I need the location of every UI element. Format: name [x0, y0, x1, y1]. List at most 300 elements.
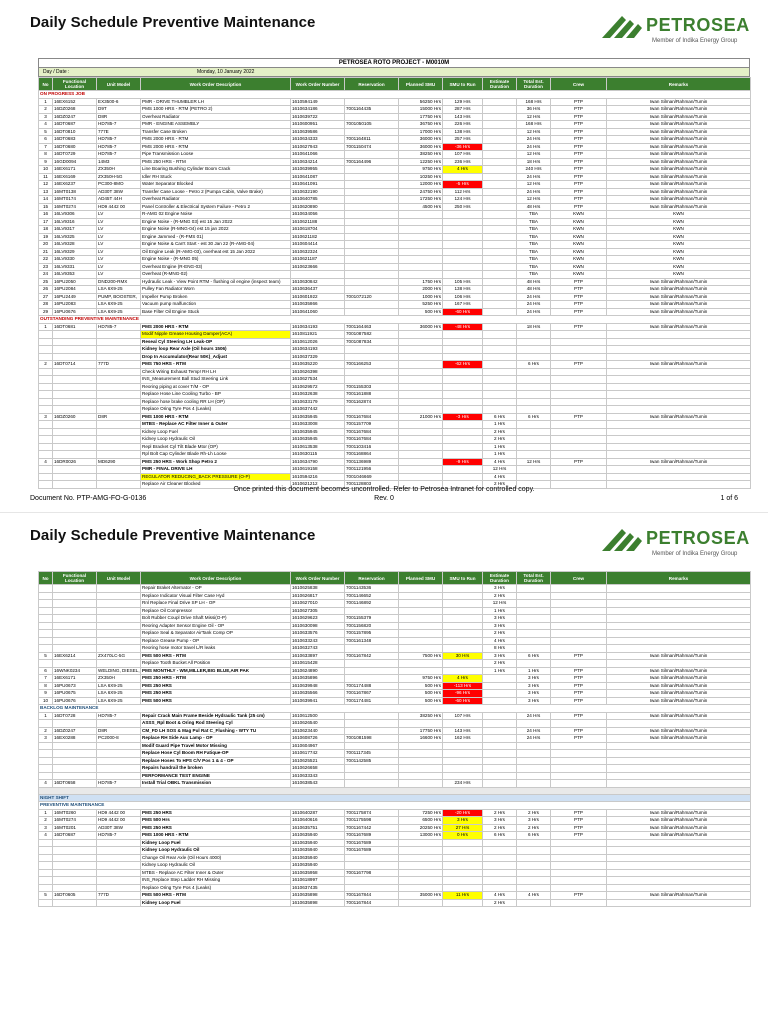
table-cell: HD785-7: [97, 121, 141, 129]
table-row: [39, 637, 751, 645]
table-cell: 1610640616: [291, 817, 345, 825]
document-number: Document No. PTP-AMG-FO-G-0136: [30, 495, 147, 502]
table-cell: Replace Oil Compressor: [141, 607, 291, 615]
table-cell: [399, 428, 443, 436]
table-cell: 777D: [97, 361, 141, 369]
table-cell: R-AMG 02 Engine Noise: [141, 211, 291, 219]
table-cell: 1610627534: [291, 376, 345, 384]
table-cell: [399, 263, 443, 271]
table-cell: 24750 Hrs: [399, 188, 443, 196]
table-cell: [551, 637, 607, 645]
table-cell: 16DT0683: [53, 136, 97, 144]
column-header: Work Order Description: [141, 572, 291, 585]
table-cell: [39, 398, 53, 406]
table-cell: [39, 338, 53, 346]
table-row: [39, 113, 751, 121]
table-row: [39, 256, 751, 264]
table-cell: [39, 406, 53, 414]
table-cell: [443, 742, 483, 750]
table-cell: 12000 Hrs: [399, 181, 443, 189]
table-cell: 1610634790: [291, 458, 345, 466]
table-row: [39, 226, 751, 234]
page-number: 1 of 6: [720, 495, 738, 502]
table-cell: PMS 500 HRS: [141, 697, 291, 705]
table-cell: [399, 368, 443, 376]
table-cell: 6 Hrs: [483, 832, 517, 840]
table-cell: HD785-7: [97, 136, 141, 144]
table-cell: 107 Hrs: [443, 151, 483, 159]
table-cell: 56250 Hrs: [399, 98, 443, 106]
table-cell: [53, 899, 97, 907]
table-cell: [53, 622, 97, 630]
table-cell: Engine Noise & Can't Start - est 30 Jan 22 (R-AMG-04): [141, 241, 291, 249]
table-cell: [443, 398, 483, 406]
table-cell: [53, 615, 97, 623]
table-cell: 1610627943: [291, 143, 345, 151]
section-label: ON PROGRESS JOB: [39, 91, 751, 99]
table-cell: Iwan Silman/Rahman/Tumin: [607, 817, 751, 825]
table-cell: Kidney Loop Hydraulic Oil: [141, 436, 291, 444]
table-cell: [39, 466, 53, 474]
table-cell: 38250 Hrs: [399, 151, 443, 159]
table-cell: LV: [97, 218, 141, 226]
table-cell: 1610634193: [291, 346, 345, 354]
table-cell: [551, 398, 607, 406]
table-cell: 1 Hrs: [483, 607, 517, 615]
table-cell: Reoring piping at cover T/M - OP: [141, 383, 291, 391]
table-cell: 107 Hrs: [443, 712, 483, 720]
table-cell: 129 Hrs: [443, 98, 483, 106]
table-cell: [551, 765, 607, 773]
table-cell: [443, 248, 483, 256]
table-cell: 1610634186: [291, 106, 345, 114]
table-cell: [53, 406, 97, 414]
table-header-row: [39, 572, 751, 585]
table-row: [39, 406, 751, 414]
table-cell: 1610604967: [291, 742, 345, 750]
table-cell: [399, 338, 443, 346]
table-cell: Transfer Case Loose - Petro 2 (Pumpa Cabin, Valve Brake): [141, 188, 291, 196]
petrosea-mark-icon: [600, 10, 644, 40]
column-header: Reservation: [345, 78, 399, 91]
table-cell: AD30T 38W: [97, 188, 141, 196]
table-cell: LSA 6X9-25: [97, 286, 141, 294]
table-cell: 1610635945: [291, 413, 345, 421]
table-cell: KWN: [607, 256, 751, 264]
table-cell: 16PU2449: [53, 293, 97, 301]
table-cell: 7001174481: [345, 697, 399, 705]
table-cell: Change Oil Rear Axle (Oil Hours 4000): [141, 854, 291, 862]
table-cell: 3 Hrs: [483, 585, 517, 593]
table-cell: 2 Hrs: [483, 660, 517, 668]
table-cell: 143 Hrs: [443, 113, 483, 121]
table-cell: Iwan Silman/Rahman/Tumin: [607, 667, 751, 675]
table-cell: [483, 203, 517, 211]
table-cell: 1610629623: [291, 615, 345, 623]
table-cell: Replace hose brake cooling RR LH (OP): [141, 398, 291, 406]
table-row: [39, 203, 751, 211]
table-cell: [483, 98, 517, 106]
table-cell: [483, 682, 517, 690]
table-cell: 2 Hrs: [483, 899, 517, 907]
table-cell: Iwan Silman/Rahman/Tumin: [607, 121, 751, 129]
table-cell: [39, 660, 53, 668]
table-cell: [345, 376, 399, 384]
table-cell: 1610601922: [291, 293, 345, 301]
table-cell: TBA: [517, 256, 551, 264]
table-cell: [607, 765, 751, 773]
table-cell: [551, 622, 607, 630]
table-cell: 1610638543: [291, 780, 345, 788]
table-cell: Iwan Silman/Rahman/Tumin: [607, 113, 751, 121]
table-cell: 16LV9316: [53, 218, 97, 226]
table-cell: Iwan Silman/Rahman/Tumin: [607, 151, 751, 159]
table-cell: [607, 451, 751, 459]
table-cell: 3 Hrs: [517, 682, 551, 690]
table-cell: 6 Hrs: [517, 832, 551, 840]
table-row: [39, 742, 751, 750]
table-row: [39, 338, 751, 346]
table-cell: LV: [97, 263, 141, 271]
table-cell: 16DT0680: [53, 143, 97, 151]
table-cell: [345, 675, 399, 683]
table-cell: [607, 645, 751, 653]
table-cell: 48 Hrs: [517, 203, 551, 211]
table-row: [39, 271, 751, 279]
table-cell: 1610633008: [291, 421, 345, 429]
table-cell: LV: [97, 248, 141, 256]
table-cell: KWN: [551, 256, 607, 264]
table-cell: PMR - DRIVE THUMBLER LH: [141, 98, 291, 106]
table-row: [39, 136, 751, 144]
table-cell: 3 Hrs: [517, 675, 551, 683]
table-cell: 7001157709: [345, 421, 399, 429]
table-header-row: [39, 78, 751, 91]
table-cell: [39, 637, 53, 645]
table-cell: 16LV9328: [53, 241, 97, 249]
table-cell: HD785-7: [97, 712, 141, 720]
table-cell: 19: [39, 233, 53, 241]
table-cell: -5 Hrs: [443, 181, 483, 189]
table-cell: [551, 757, 607, 765]
table-cell: PTP: [551, 106, 607, 114]
table-cell: 12 Hrs: [517, 458, 551, 466]
table-cell: PTP: [551, 121, 607, 129]
table-cell: D9T: [97, 106, 141, 114]
table-cell: 16PU0675: [53, 690, 97, 698]
table-row: [39, 690, 751, 698]
day-value: Monday, 10 January 2022: [197, 69, 255, 75]
table-cell: Kidney Loop Fuel: [141, 899, 291, 907]
table-cell: PTP: [551, 667, 607, 675]
table-cell: 13000 Hrs: [399, 832, 443, 840]
table-cell: 7: [39, 675, 53, 683]
table-row: [39, 211, 751, 219]
table-cell: 7001175874: [345, 809, 399, 817]
table-cell: [607, 847, 751, 855]
table-cell: 1610637435: [291, 884, 345, 892]
table-row: [39, 727, 751, 735]
column-header: SMU to Run: [443, 572, 483, 585]
table-cell: -3 Hrs: [443, 413, 483, 421]
table-cell: [517, 406, 551, 414]
table-cell: Iwan Silman/Rahman/Tumin: [607, 278, 751, 286]
table-cell: [483, 166, 517, 174]
table-cell: [345, 346, 399, 354]
table-cell: 16EX6152: [53, 98, 97, 106]
table-cell: [97, 877, 141, 885]
table-cell: 7001167689: [345, 839, 399, 847]
table-cell: Iwan Silman/Rahman/Tumin: [607, 136, 751, 144]
table-cell: [97, 600, 141, 608]
table-cell: 3 Hrs: [443, 817, 483, 825]
table-cell: [483, 188, 517, 196]
table-cell: [483, 697, 517, 705]
table-cell: 16DT0658: [53, 780, 97, 788]
table-cell: PTP: [551, 675, 607, 683]
table-cell: 4 Hrs: [517, 892, 551, 900]
table-cell: Overheat Engine (R-ENG-03): [141, 263, 291, 271]
table-cell: Replace Seal & Separator AirTank Comp OP: [141, 630, 291, 638]
table-cell: 1610632638: [291, 391, 345, 399]
table-cell: HD9 4442 00: [97, 817, 141, 825]
table-cell: [53, 338, 97, 346]
table-cell: [97, 750, 141, 758]
table-cell: [483, 256, 517, 264]
logo-tagline: Member of Indika Energy Group: [652, 551, 738, 557]
table-row: [39, 645, 751, 653]
table-cell: [399, 451, 443, 459]
table-cell: [345, 877, 399, 885]
table-cell: [399, 765, 443, 773]
table-cell: PTP: [551, 158, 607, 166]
table-cell: [443, 637, 483, 645]
table-cell: Iwan Silman/Rahman/Tumin: [607, 652, 751, 660]
column-header: Total Est. Duration: [517, 78, 551, 91]
table-cell: [551, 585, 607, 593]
table-cell: [39, 331, 53, 339]
table-cell: [39, 765, 53, 773]
table-cell: 11 Hrs: [443, 892, 483, 900]
table-cell: 16PU0676: [53, 697, 97, 705]
table-cell: 1610630842: [291, 278, 345, 286]
table-cell: D8R: [97, 113, 141, 121]
table-cell: [443, 757, 483, 765]
table-cell: 1: [39, 323, 53, 331]
table-cell: [517, 592, 551, 600]
table-cell: [53, 720, 97, 728]
table-cell: [517, 421, 551, 429]
table-cell: 13: [39, 188, 53, 196]
table-cell: [443, 592, 483, 600]
table-cell: [551, 592, 607, 600]
table-cell: 1750 Hrs: [399, 278, 443, 286]
table-cell: 16PU0676: [53, 308, 97, 316]
table-cell: KWN: [607, 226, 751, 234]
table-row: [39, 765, 751, 773]
table-cell: [483, 765, 517, 773]
table-cell: [551, 780, 607, 788]
table-cell: [345, 720, 399, 728]
table-cell: 2 Hrs: [483, 481, 517, 489]
table-row: [39, 600, 751, 608]
table-cell: [443, 877, 483, 885]
table-cell: [517, 884, 551, 892]
table-cell: 18 Hrs: [517, 158, 551, 166]
table-row: [39, 652, 751, 660]
table-cell: PTP: [551, 361, 607, 369]
table-cell: 1610635751: [291, 824, 345, 832]
table-cell: LV: [97, 271, 141, 279]
table-row: [39, 892, 751, 900]
table-cell: [517, 720, 551, 728]
table-cell: 167 Hrs: [443, 301, 483, 309]
table-cell: 7001175598: [345, 817, 399, 825]
table-cell: [551, 443, 607, 451]
petrosea-logo: [600, 10, 750, 50]
table-cell: Iwan Silman/Rahman/Tumin: [607, 832, 751, 840]
table-cell: 10250 Hrs: [399, 173, 443, 181]
table-cell: 1610635896: [291, 675, 345, 683]
table-cell: [53, 466, 97, 474]
table-row: [39, 413, 751, 421]
table-cell: 236 Hrs: [443, 158, 483, 166]
table-cell: [345, 151, 399, 159]
table-cell: [517, 772, 551, 780]
table-cell: [517, 839, 551, 847]
table-cell: [483, 151, 517, 159]
table-cell: [345, 181, 399, 189]
table-cell: Iwan Silman/Rahman/Tumin: [607, 361, 751, 369]
table-cell: -20 Hrs: [443, 809, 483, 817]
table-cell: [97, 772, 141, 780]
table-cell: [551, 877, 607, 885]
table-cell: [97, 592, 141, 600]
separator-row: [39, 787, 751, 794]
table-cell: 17250 Hrs: [399, 196, 443, 204]
table-cell: Replace Oring Tyre Pos 4 (Leaks): [141, 884, 291, 892]
table-cell: HD9 4442 00: [97, 203, 141, 211]
table-cell: 3 Hrs: [483, 817, 517, 825]
table-cell: 16DR0026: [53, 458, 97, 466]
table-cell: [483, 128, 517, 136]
table-cell: 5250 Hrs: [399, 301, 443, 309]
table-cell: [345, 286, 399, 294]
table-cell: -36 Hrs: [443, 143, 483, 151]
table-cell: 5: [39, 652, 53, 660]
table-cell: [607, 473, 751, 481]
table-cell: [443, 421, 483, 429]
table-cell: 1610613538: [291, 443, 345, 451]
table-cell: 1610618704: [291, 226, 345, 234]
table-cell: [607, 585, 751, 593]
table-cell: EX3500-6: [97, 98, 141, 106]
table-cell: 1610639948: [291, 682, 345, 690]
table-cell: [345, 166, 399, 174]
table-cell: 7001162874: [345, 398, 399, 406]
table-cell: Replace Oring Tyre Pos 4 (Leaks): [141, 406, 291, 414]
table-cell: 18 Hrs: [517, 323, 551, 331]
table-cell: Idler RH Stuck: [141, 173, 291, 181]
table-cell: [399, 645, 443, 653]
table-cell: 1610600951: [291, 121, 345, 129]
table-cell: 16MT0138: [53, 188, 97, 196]
table-cell: 7001167867: [345, 690, 399, 698]
table-cell: [39, 421, 53, 429]
table-cell: PTP: [551, 113, 607, 121]
table-cell: 1610626658: [291, 765, 345, 773]
table-cell: [399, 248, 443, 256]
table-cell: PMR - FINAL DRIVE LH: [141, 466, 291, 474]
table-cell: 2 Hrs: [483, 592, 517, 600]
table-cell: PTP: [551, 143, 607, 151]
table-cell: [551, 353, 607, 361]
table-cell: [97, 406, 141, 414]
table-cell: [607, 592, 751, 600]
table-cell: [551, 869, 607, 877]
table-cell: 1610612500: [291, 712, 345, 720]
table-cell: 20: [39, 241, 53, 249]
table-cell: [53, 839, 97, 847]
table-cell: [607, 443, 751, 451]
table-row: [39, 263, 751, 271]
table-cell: [97, 368, 141, 376]
column-header: SMU to Run: [443, 78, 483, 91]
table-cell: [517, 862, 551, 870]
table-row: [39, 847, 751, 855]
table-cell: [443, 869, 483, 877]
table-cell: Overheat Radiator: [141, 196, 291, 204]
footer-note: Once printed this document becomes uncontrolled. Refer to Petrosea Intranet for controlled copy.: [233, 486, 535, 493]
table-cell: [97, 428, 141, 436]
table-cell: 1610634056: [291, 211, 345, 219]
table-cell: 16MT0174: [53, 196, 97, 204]
table-cell: TBA: [517, 226, 551, 234]
table-cell: [517, 637, 551, 645]
table-row: [39, 428, 751, 436]
table-cell: Overheat (R-MNG-02): [141, 271, 291, 279]
table-cell: [443, 607, 483, 615]
table-cell: 14: [39, 196, 53, 204]
column-header: Functional Location: [53, 572, 97, 585]
table-row: [39, 143, 751, 151]
table-cell: 9750 Hrs: [399, 675, 443, 683]
table-cell: PMS 250 HRS - Work Shop Petro 2: [141, 458, 291, 466]
table-cell: [97, 660, 141, 668]
table-cell: [53, 607, 97, 615]
table-cell: [551, 607, 607, 615]
table-cell: Water Separator Blocked: [141, 181, 291, 189]
table-cell: [607, 637, 751, 645]
table-cell: [483, 286, 517, 294]
table-cell: [443, 862, 483, 870]
table-cell: [517, 338, 551, 346]
table-cell: [443, 839, 483, 847]
table-cell: 15: [39, 203, 53, 211]
table-cell: [39, 772, 53, 780]
table-cell: [345, 271, 399, 279]
table-cell: ZX470LC-5G: [97, 652, 141, 660]
table-row: [39, 368, 751, 376]
table-cell: PTP: [551, 652, 607, 660]
table-cell: Pipe Transmission Loose: [141, 151, 291, 159]
table-cell: Iwan Silman/Rahman/Tumin: [607, 735, 751, 743]
table-row: [39, 720, 751, 728]
table-cell: [345, 667, 399, 675]
table-row: [39, 772, 751, 780]
table-cell: Iwan Silman/Rahman/Tumin: [607, 166, 751, 174]
table-row: [39, 151, 751, 159]
